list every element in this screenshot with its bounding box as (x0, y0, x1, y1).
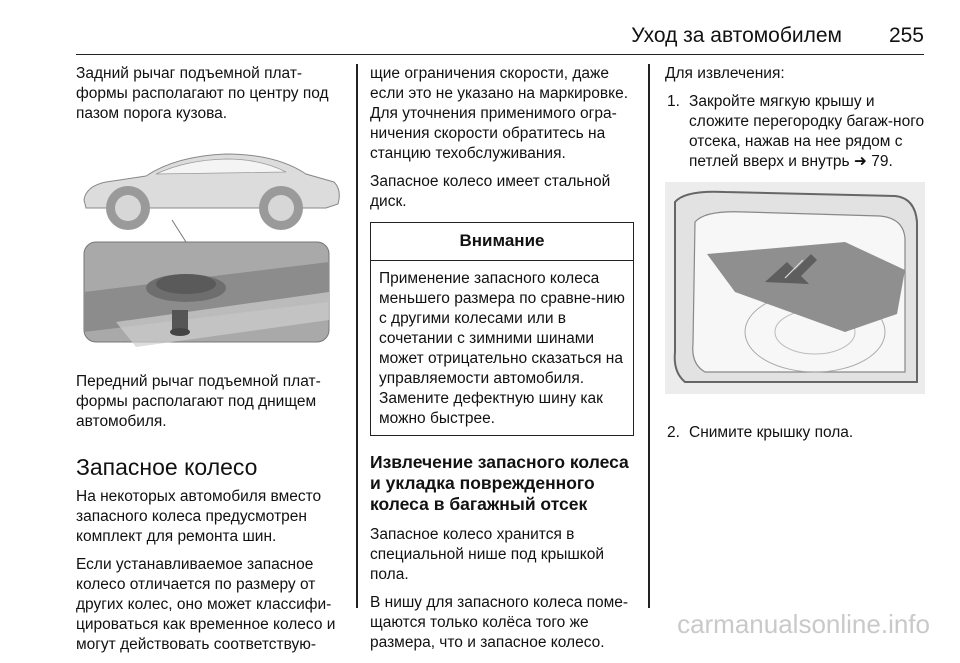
steps-list (665, 423, 925, 443)
column-divider (356, 64, 358, 608)
step-number: 2. (667, 424, 680, 441)
paragraph: Передний рычаг подъемной плат-формы располагают под днищем автомобиля. (76, 373, 321, 430)
paragraph: щие ограничения скорости, даже если это не указано на маркировке. Для уточнения применимого огра-ничения скорости обратитесь на станцию техобслуживания. (370, 65, 628, 162)
paragraph: В нишу для запасного колеса поме-щаются только колёса того же размера, что и запасное колесо. (370, 594, 629, 651)
paragraph: Для извлечения: (665, 65, 785, 82)
step-text: Снимите крышку пола. (689, 424, 854, 441)
page-number: 255 (888, 24, 924, 47)
paragraph: Задний рычаг подъемной плат-формы располагают по центру под пазом порога кузова. (76, 65, 329, 122)
column-divider (648, 64, 650, 608)
warning-body: Применение запасного колеса меньшего размера по сравне-нию с другими колесами или в сочетании с зимними шинами может отрицательно сказаться на управляемости автомобиля. Замените дефектную шину как можно быстрее. (379, 270, 625, 427)
column-middle (370, 64, 634, 661)
step-number: 1. (667, 93, 680, 110)
paragraph: Запасное колесо имеет стальной диск. (370, 173, 611, 210)
column-right (665, 64, 925, 443)
list-item (667, 92, 925, 172)
steps-list (665, 92, 925, 172)
subsection-heading: Извлечение запасного колеса и укладка поврежденного колеса в багажный отсек (370, 452, 629, 514)
warning-title: Внимание (371, 223, 633, 261)
watermark: carmanualsonline.info (677, 609, 930, 639)
paragraph: Запасное колесо хранится в специальной нише под крышкой пола. (370, 526, 604, 583)
section-title: Уход за автомобилем (631, 24, 842, 47)
column-left (76, 64, 344, 663)
car-lift-illustration (76, 142, 344, 347)
paragraph: Если устанавливаемое запасное колесо отличается по размеру от других колес, оно может классифи-цироваться как временное колесо и могут действовать соответствую- (76, 556, 336, 653)
step-text: Закройте мягкую крышу и сложите перегородку багаж-ного отсека, нажав на нее рядом с петлей вверх и внутрь ➜ 79. (689, 93, 925, 170)
warning-box (370, 222, 634, 436)
list-item (667, 423, 925, 443)
trunk-floor-illustration (665, 182, 925, 394)
section-heading: Запасное колесо (76, 454, 258, 480)
paragraph: На некоторых автомобиля вместо запасного колеса предусмотрен комплект для ремонта шин. (76, 488, 322, 545)
page-header (76, 20, 924, 55)
